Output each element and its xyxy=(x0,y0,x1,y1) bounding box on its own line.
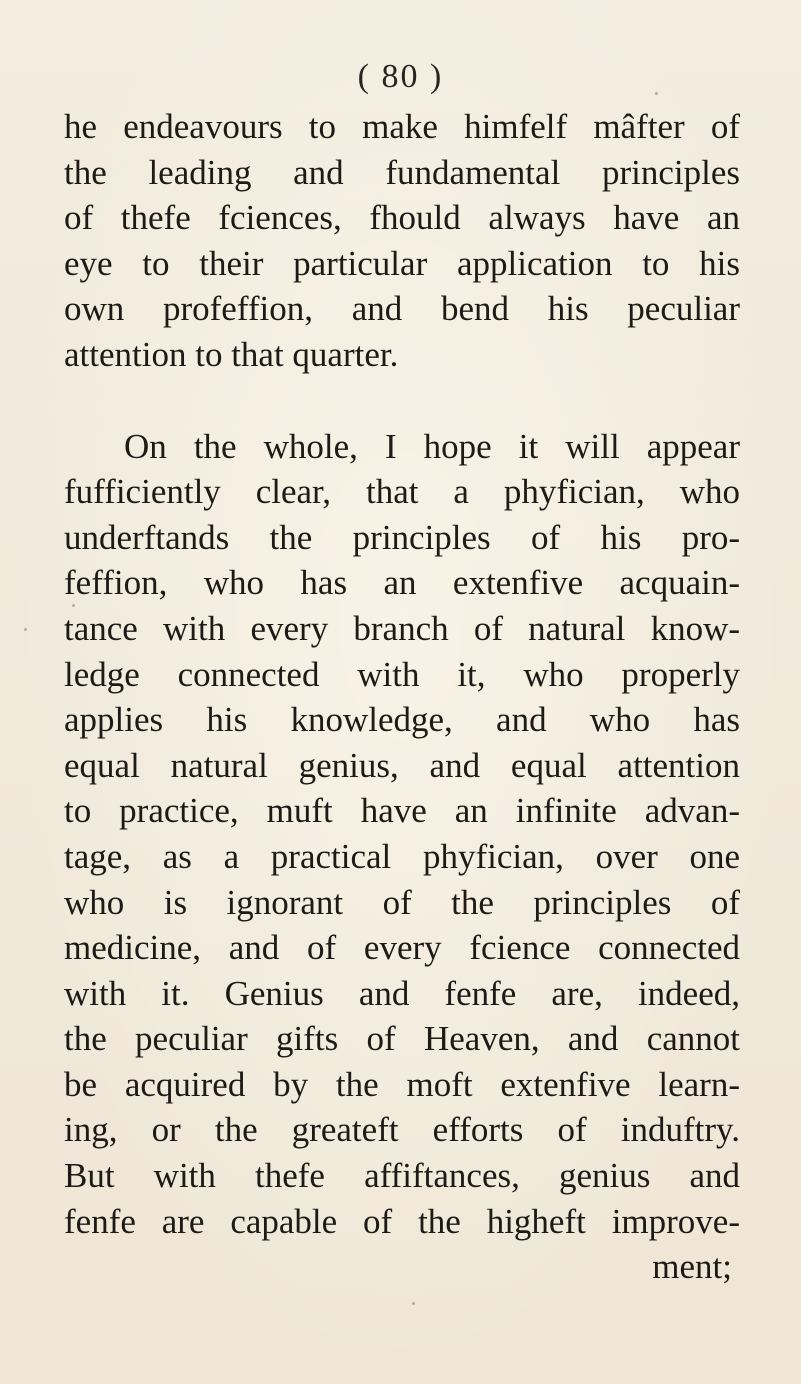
text-line: with it. Genius and fenfe are, indeed, xyxy=(64,973,740,1013)
text-line: medicine, and of every fcience connected xyxy=(64,928,740,968)
text-line: underftands the principles of his pro- xyxy=(64,517,740,557)
text-line: fenfe are capable of the higheft improve- xyxy=(64,1201,740,1241)
text-line: tage, as a practical phyfician, over one xyxy=(64,836,740,876)
text-line: fufficiently clear, that a phyfician, who xyxy=(64,472,740,512)
paragraph-2 xyxy=(64,424,740,1245)
text-line: equal natural genius, and equal attention xyxy=(64,745,740,785)
catchword: ment; xyxy=(652,1247,732,1287)
text-line: On the whole, I hope it will appear xyxy=(124,426,740,466)
page-number: ( 80 ) xyxy=(357,58,444,95)
text-line: But with thefe affiftances, genius and xyxy=(64,1156,740,1196)
text-line: the leading and fundamental principles xyxy=(64,152,740,192)
paragraph-1 xyxy=(64,104,740,378)
text-line: ledge connected with it, who properly xyxy=(64,654,740,694)
paper-speck xyxy=(655,92,658,95)
text-line: he endeavours to make himfelf mâfter of xyxy=(64,107,740,146)
body-text xyxy=(64,104,740,1290)
text-line: ing, or the greateft efforts of induftry. xyxy=(64,1110,740,1150)
paper-speck xyxy=(72,604,75,607)
text-line: attention to that quarter. xyxy=(64,334,399,374)
text-line: tance with every branch of natural know- xyxy=(64,608,740,648)
paper-speck xyxy=(412,1302,415,1305)
text-line: own profeffion, and bend his peculiar xyxy=(64,289,740,329)
paper-speck xyxy=(24,628,27,631)
text-line: to practice, muft have an infinite advan- xyxy=(64,791,740,831)
text-line: of thefe fciences, fhould always have an xyxy=(64,198,740,238)
text-line: eye to their particular application to his xyxy=(64,243,740,283)
paragraph-gap xyxy=(64,378,740,424)
text-line: be acquired by the moft extenfive learn- xyxy=(64,1064,740,1104)
text-line: the peculiar gifts of Heaven, and cannot xyxy=(64,1019,740,1059)
text-line: who is ignorant of the principles of xyxy=(64,882,740,922)
text-line: applies his knowledge, and who has xyxy=(64,700,740,740)
text-line: feffion, who has an extenfive acquain- xyxy=(64,563,740,603)
